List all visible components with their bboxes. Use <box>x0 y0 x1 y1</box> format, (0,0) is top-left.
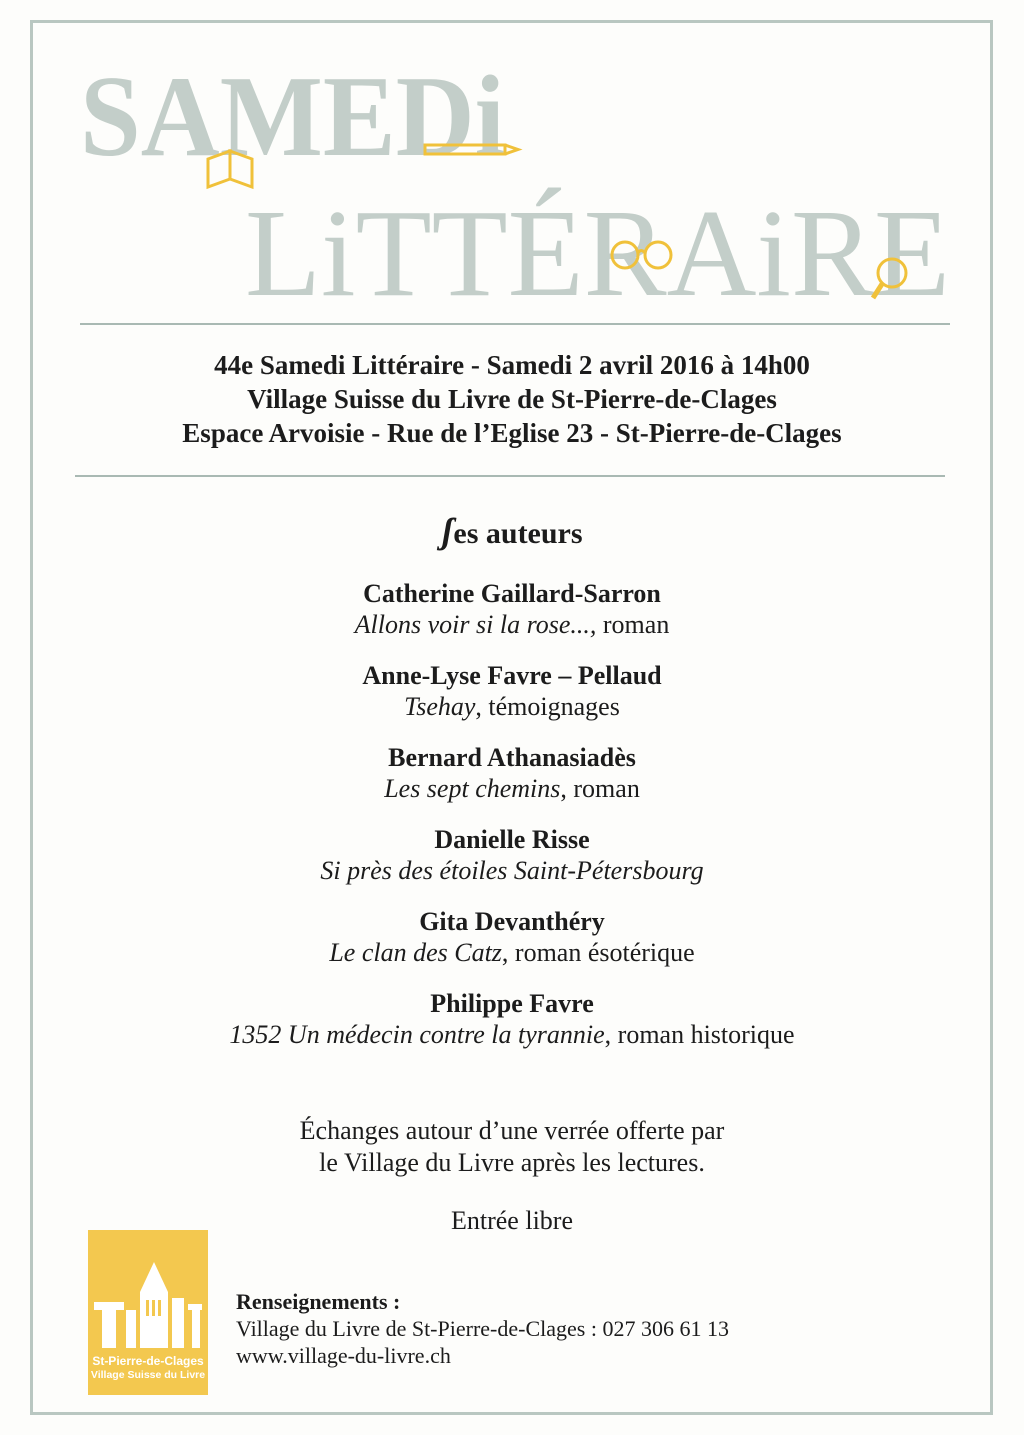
reception-note <box>0 1115 1024 1179</box>
list-item <box>0 660 1024 742</box>
list-item <box>0 988 1024 1070</box>
top-divider <box>80 323 950 325</box>
village-logo-badge <box>88 1230 208 1395</box>
book-title: Le clan des Catz <box>329 938 502 967</box>
author-work <box>0 856 1024 886</box>
title-word-samedi: SAMEDi <box>80 53 505 180</box>
author-name: Bernard Athanasiadès <box>388 743 636 772</box>
badge-line1: St-Pierre-de-Clages <box>92 1354 204 1368</box>
contact-info <box>236 1288 729 1369</box>
list-item <box>0 906 1024 988</box>
list-item <box>0 578 1024 660</box>
book-genre: , roman historique <box>604 1020 795 1049</box>
book-genre: roman <box>596 610 670 639</box>
event-organizer-line: Village Suisse du Livre de St-Pierre-de-Clages <box>247 384 777 414</box>
reception-note-line2: le Village du Livre après les lectures. <box>319 1148 705 1177</box>
author-work <box>0 692 1024 722</box>
author-name: Philippe Favre <box>430 989 594 1018</box>
event-details <box>0 348 1024 450</box>
book-genre: , roman ésotérique <box>501 938 695 967</box>
reception-note-line1: Échanges autour d’une verrée offerte par <box>299 1116 725 1145</box>
author-work <box>0 1020 1024 1050</box>
authors-heading <box>0 510 1024 552</box>
entry-free-note: Entrée libre <box>451 1206 573 1235</box>
book-title: Allons voir si la rose..., <box>354 610 597 639</box>
list-item <box>0 824 1024 906</box>
book-genre: , roman <box>560 774 640 803</box>
authors-heading-rest: es auteurs <box>453 517 583 550</box>
author-work <box>0 610 1024 640</box>
event-date-line: 44e Samedi Littéraire - Samedi 2 avril 2016 à 14h00 <box>214 350 810 380</box>
author-name: Anne-Lyse Favre – Pellaud <box>362 661 662 690</box>
book-title: Les sept chemins <box>384 774 561 803</box>
contact-website-link[interactable]: www.village-du-livre.ch <box>236 1343 451 1368</box>
book-title: 1352 Un médecin contre la tyrannie <box>229 1020 605 1049</box>
event-logo-title <box>80 45 960 320</box>
book-genre: , témoignages <box>475 692 620 721</box>
author-name: Gita Devanthéry <box>419 907 605 936</box>
book-village-icon <box>88 1230 208 1350</box>
authors-list <box>0 578 1024 1070</box>
author-name: Catherine Gaillard-Sarron <box>363 579 661 608</box>
author-work <box>0 938 1024 968</box>
contact-heading: Renseignements : <box>236 1289 401 1314</box>
book-title: Si près des étoiles Saint-Pétersbourg <box>320 856 704 885</box>
book-title: Tsehay <box>404 692 476 721</box>
badge-line2: Village Suisse du Livre <box>90 1369 206 1381</box>
author-name: Danielle Risse <box>434 825 590 854</box>
list-item <box>0 742 1024 824</box>
event-venue-line: Espace Arvoisie - Rue de l’Eglise 23 - St-Pierre-de-Clages <box>182 418 842 448</box>
authors-heading-initial: ʃ <box>441 511 454 551</box>
author-work <box>0 774 1024 804</box>
middle-divider <box>75 475 945 477</box>
contact-address: Village du Livre de St-Pierre-de-Clages : 027 306 61 13 <box>236 1316 729 1341</box>
title-word-litteraire: LiTTÉRAiRE <box>245 185 950 320</box>
